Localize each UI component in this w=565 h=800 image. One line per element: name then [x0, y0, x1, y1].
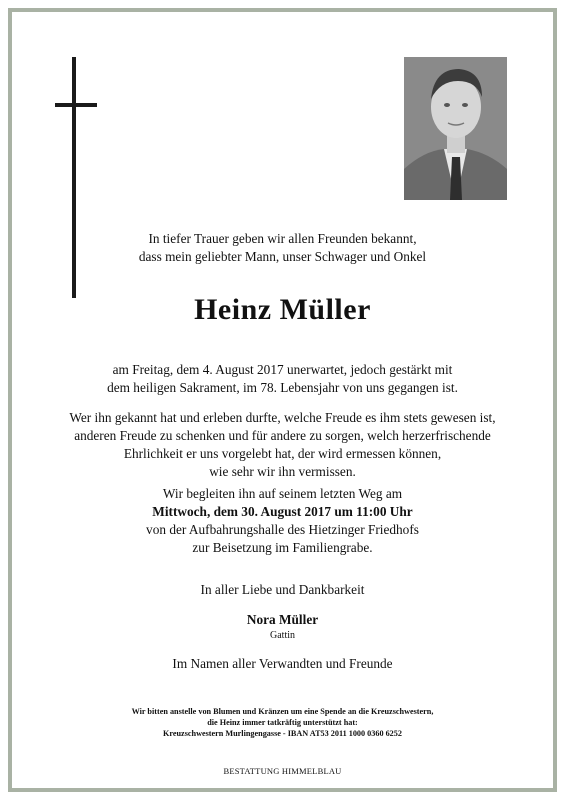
deceased-name: Heinz Müller [194, 293, 371, 326]
tribute-text: Wer ihn gekannt hat und erleben durfte, welche Freude es ihm stets gewesen ist, anderen Freude zu schenken und für andere zu sorgen, welch herzerfrischende Ehrlichkeit er uns vorgelebt hat, der wird ermessen können, wie sehr wir ihn vermissen. [69, 410, 496, 479]
funeral-home-footer: BESTATTUNG HIMMELBLAU [223, 766, 342, 776]
portrait-photo [404, 57, 507, 200]
closing-text: In aller Liebe und Dankbarkeit [200, 582, 365, 597]
announcement-text: am Freitag, dem 4. August 2017 unerwartet, jedoch gestärkt mit dem heiligen Sakrament, im 78. Lebensjahr von uns gegangen ist. [107, 362, 458, 395]
intro-text: In tiefer Trauer geben wir allen Freunden bekannt, dass mein geliebter Mann, unser Schwager und Onkel [138, 231, 427, 264]
signer-role: Gattin [270, 630, 295, 641]
funeral-date: Mittwoch, dem 30. August 2017 um 11:00 Uhr [152, 504, 413, 519]
signer-name: Nora Müller [246, 612, 319, 627]
donation-note: Wir bitten anstelle von Blumen und Kränzen um eine Spende an die Kreuzschwestern, die Heinz immer tatkräftig unterstützt hat: Kreuzschwestern Murlingengasse - IBAN AT53 2011 1000 0360 6252 [131, 707, 434, 738]
relatives-text: Im Namen aller Verwandten und Freunde [172, 656, 393, 671]
funeral-info: Wir begleiten ihn auf seinem letzten Weg am Mittwoch, dem 30. August 2017 um 11:00 Uhr von der Aufbahrungshalle des Hietzinger Friedhofs zur Beisetzung im Familiengrabe. [0, 485, 565, 557]
